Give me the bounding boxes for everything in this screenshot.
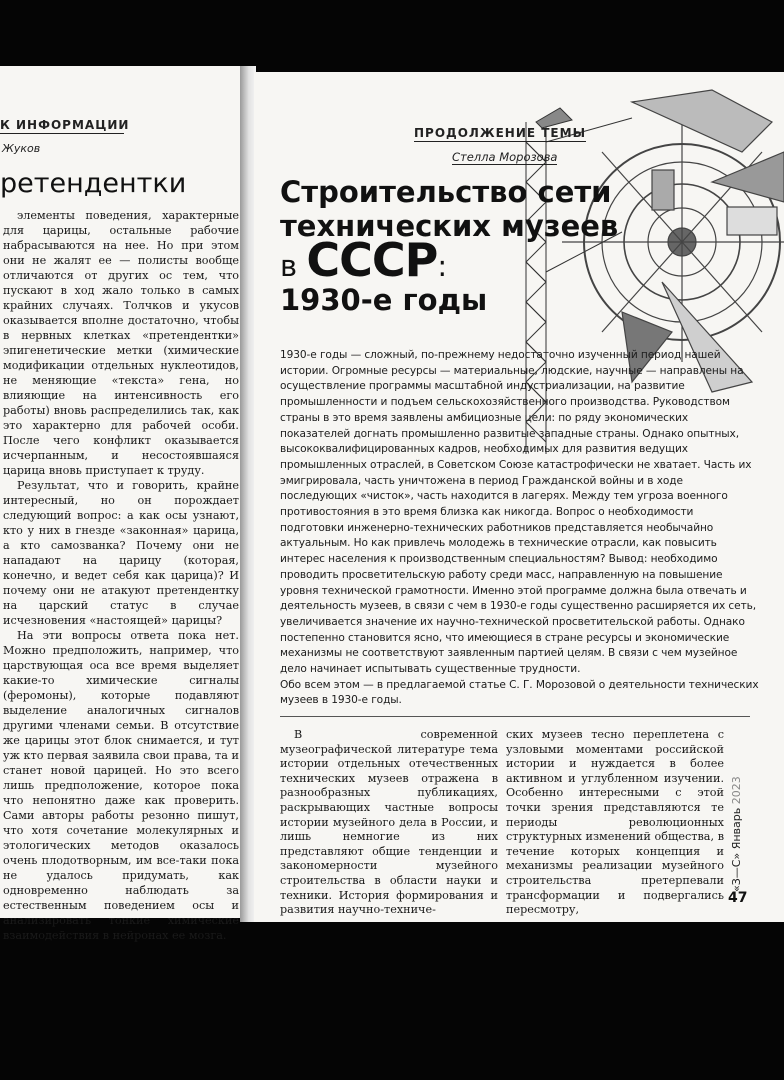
- article-abstract: [280, 348, 760, 709]
- left-paragraph: Результат, что и говорить, крайне интересный, но он порождает следующий вопрос: а как осы узнают, кто у них в гнезде «законная» царица, а кто самозванка? Почему они не нападают на царицу (которая, конечно, и ведет себя как царица)? И почему они не атакуют претендентку на царский статус в случае исчезновения «настоящей» царицы?: [3, 479, 239, 627]
- issue-year: 2023: [730, 776, 743, 805]
- page-number: 47: [728, 890, 748, 906]
- left-body-text: [3, 208, 239, 943]
- article-title: [280, 175, 700, 317]
- left-page: [0, 66, 246, 942]
- left-section-title: К ИНФОРМАЦИИ: [0, 118, 130, 132]
- right-section-title: ПРОДОЛЖЕНИЕ ТЕМЫ: [414, 126, 586, 140]
- title-word-ussr: СССР: [306, 233, 438, 287]
- column-text: ских музеев тесно переплетена с узловыми моментами российской истории и нуждается в более активном и углубленном изучении. Особенно интересными с этой точки зрения представляются те периоды революционных структурных изменений общества, в течение которых концепция и механизмы реализации музейного строительства претерпевали трансформации и подвергались пересмотру,: [506, 728, 724, 917]
- right-page: [254, 72, 784, 922]
- issue-label: «З—С» Январь: [730, 807, 743, 892]
- right-author: Стелла Морозова: [452, 150, 558, 164]
- title-word: в: [280, 249, 298, 283]
- abstract-divider: [280, 716, 750, 717]
- column-text: В современной музеографической литературе тема истории отдельных отечественных технических музеев отражена в разнообразных публикациях, раскрывающих частные вопросы истории музейного дела в России, и лишь немногие из них представляют общие тенденции и закономерности музейного строительства в области науки и техники. История формирования и развития научно-техниче-: [280, 728, 498, 917]
- abstract-paragraph: Обо всем этом — в предлагаемой статье С. Г. Морозовой о деятельности технических музеев в 1930-е годы.: [280, 678, 759, 707]
- title-colon: :: [437, 249, 448, 283]
- left-paragraph: На эти вопросы ответа пока нет. Можно предположить, например, что царствующая оса все время выделяет какие-то химические сигналы (феромоны), которые подавляют выделение аналогичных сигналов другими членами семьи. В отсутствие же царицы этот блок снимается, и тут уж кто первая заявила свои права, та и станет новой царицей. Но это всего лишь предположение, которое пока что непонятно даже как проверить. Сами авторы работы резонно пишут, что хотя сочетание молекулярных и этологических методов оказалось очень плодотворным, им все-таки пока не удалось придумать, как одновременно наблюдать за естественным поведением осы и анализировать тонкие химические взаимодействия в нейронах ее мозга.: [3, 629, 239, 942]
- body-column-2: [506, 728, 724, 918]
- body-column-1: [280, 728, 498, 918]
- left-paragraph: элементы поведения, характерные для царицы, остальные рабочие набрасываются на нее. Но при этом они не жалят ее — полисты вообще отличаются от других ос тем, что пускают в ход жало только в самых крайних случаях. Толчков и укусов оказывается вполне достаточно, чтобы в нервных клетках «претендентки» эпигенетические метки (химические модификации отдельных нуклеотидов, не меняющие «текста» гена, но влияющие на интенсивность его работы) вновь распределились так, как это характерно для рабочей особи. После чего конфликт оказывается исчерпанным, и несостоявшаяся царица вновь приступает к труду.: [3, 209, 239, 477]
- title-line: [280, 233, 700, 287]
- title-line: 1930-е годы: [280, 283, 488, 317]
- left-author: Жуков: [2, 142, 41, 155]
- magazine-issue-label: [730, 732, 752, 892]
- left-article-title: ретендентки: [0, 168, 187, 199]
- abstract-paragraph: 1930-е годы — сложный, по-прежнему недостаточно изученный период нашей истории. Огромные ресурсы — материальные, людские, научные — направлены на осуществление программы масштабной индустриализации, на развитие промышленности и подъем сельскохозяйственного производства. Руководством страны в это время заявлены амбициозные цели: по ряду экономических показателей догнать промышленно развитые западные страны. Однако опытных, высококвалифицированных кадров, необходимых для развития ведущих промышленных отраслей, в Советском Союзе катастрофически не хватает. Часть их эмигрировала, часть уничтожена в период Гражданской войны и в ходе последующих «чисток», часть находится в лагерях. Между тем угроза военного противостояния в это время близка как никогда. Вопрос о необходимости подготовки инженерно-технических работников представляется необычайно актуальным. Но как привлечь молодежь в технические отрасли, как повысить интерес населения к производственным специальностям? Вывод: необходимо проводить просветительскую работу среди масс, направленную на повышение уровня технической грамотности. Именно этой программе должна была отвечать и деятельность музеев, в связи с чем в 1930-е годы существенно расширяется их сеть, увеличивается значение их научно-технической просветительской работы. Однако постепенно становится ясно, что имеющиеся в стране ресурсы и экономические механизмы не соответствуют заявленным партией целям. В связи с чем музейное дело начинает испытывать существенные трудности.: [280, 349, 757, 676]
- title-line: Строительство сети: [280, 175, 612, 209]
- title-line: технических музеев: [280, 209, 619, 243]
